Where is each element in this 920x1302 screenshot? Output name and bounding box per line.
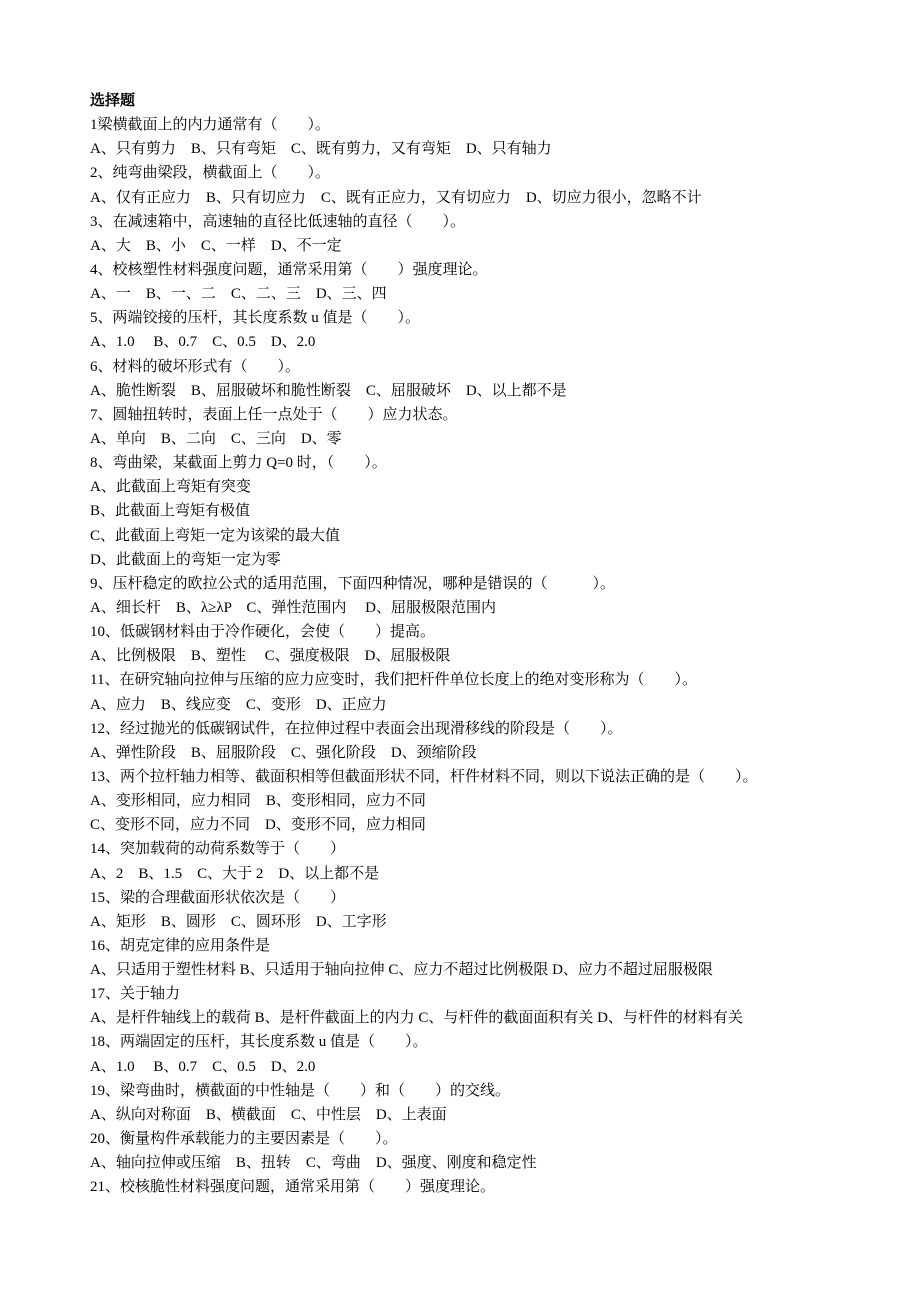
answer-options-line: A、此截面上弯矩有突变: [90, 479, 251, 496]
answer-options-line: A、纵向对称面 B、横截面 C、中性层 D、上表面: [90, 1106, 447, 1123]
question-list: [90, 113, 890, 1199]
answer-options-line: A、是杆件轴线上的载荷 B、是杆件截面上的内力 C、与杆件的截面面积有关 D、与杆件的材料有关: [90, 1010, 743, 1027]
answer-options-line: D、此截面上的弯矩一定为零: [90, 551, 281, 568]
question-line: 16、胡克定律的应用条件是: [90, 937, 271, 954]
document-body: [90, 89, 890, 1199]
question-line: 10、低碳钢材料由于冷作硬化，会使（ ）提高。: [90, 624, 436, 641]
answer-options-line: A、仅有正应力 B、只有切应力 C、既有正应力，又有切应力 D、切应力很小，忽略不计: [90, 189, 702, 206]
question-line: 13、两个拉杆轴力相等、截面积相等但截面形状不同，杆件材料不同，则以下说法正确的是（ ）。: [90, 768, 758, 785]
question-line: 5、两端铰接的压杆，其长度系数 u 值是（ ）。: [90, 310, 421, 327]
question-line: 14、突加载荷的动荷系数等于（ ）: [90, 841, 346, 858]
answer-options-line: A、只有剪力 B、只有弯矩 C、既有剪力，又有弯矩 D、只有轴力: [90, 141, 552, 158]
answer-options-line: A、弹性阶段 B、屈服阶段 C、强化阶段 D、颈缩阶段: [90, 744, 477, 761]
question-line: 3、在减速箱中，高速轴的直径比低速轴的直径（ ）。: [90, 213, 466, 230]
answer-options-line: A、比例极限 B、塑性 C、强度极限 D、屈服极限: [90, 648, 451, 665]
question-line: 1梁横截面上的内力通常有（ ）。: [90, 117, 331, 134]
answer-options-line: A、1.0 B、0.7 C、0.5 D、2.0: [90, 334, 316, 351]
question-line: 4、校核塑性材料强度问题，通常采用第（ ）强度理论。: [90, 261, 488, 278]
answer-options-line: B、此截面上弯矩有极值: [90, 503, 251, 520]
question-line: 18、两端固定的压杆，其长度系数 u 值是（ ）。: [90, 1034, 428, 1051]
answer-options-line: A、一 B、一、二 C、二、三 D、三、四: [90, 286, 387, 303]
answer-options-line: A、细长杆 B、λ≥λP C、弹性范围内 D、屈服极限范围内: [90, 599, 496, 616]
answer-options-line: A、矩形 B、圆形 C、圆环形 D、工字形: [90, 913, 387, 930]
answer-options-line: C、变形不同，应力不同 D、变形不同，应力相同: [90, 817, 426, 834]
answer-options-line: A、应力 B、线应变 C、变形 D、正应力: [90, 696, 387, 713]
answer-options-line: A、变形相同，应力相同 B、变形相同，应力不同: [90, 793, 426, 810]
answer-options-line: A、1.0 B、0.7 C、0.5 D、2.0: [90, 1058, 316, 1075]
answer-options-line: A、脆性断裂 B、屈服破坏和脆性断裂 C、屈服破坏 D、以上都不是: [90, 382, 567, 399]
question-line: 9、压杆稳定的欧拉公式的适用范围，下面四种情况，哪种是错误的（ ）。: [90, 575, 616, 592]
answer-options-line: A、只适用于塑性材料 B、只适用于轴向拉伸 C、应力不超过比例极限 D、应力不超过屈服极限: [90, 962, 713, 979]
question-line: 6、材料的破坏形式有（ ）。: [90, 358, 301, 375]
answer-options-line: A、单向 B、二向 C、三向 D、零: [90, 430, 342, 447]
question-line: 20、衡量构件承载能力的主要因素是（ ）。: [90, 1131, 398, 1148]
question-line: 12、经过抛光的低碳钢试件，在拉伸过程中表面会出现滑移线的阶段是（ ）。: [90, 720, 623, 737]
answer-options-line: A、2 B、1.5 C、大于 2 D、以上都不是: [90, 865, 380, 882]
question-line: 7、圆轴扭转时，表面上任一点处于（ ）应力状态。: [90, 406, 458, 423]
question-line: 2、纯弯曲梁段，横截面上（ ）。: [90, 165, 331, 182]
question-line: 17、关于轴力: [90, 986, 181, 1003]
question-line: 21、校核脆性材料强度问题，通常采用第（ ）强度理论。: [90, 1179, 496, 1196]
answer-options-line: A、大 B、小 C、一样 D、不一定: [90, 237, 342, 254]
section-title: 选择题: [90, 93, 136, 109]
question-line: 8、弯曲梁，某截面上剪力 Q=0 时，（ ）。: [90, 455, 387, 472]
question-line: 11、在研究轴向拉伸与压缩的应力应变时，我们把杆件单位长度上的绝对变形称为（ ）。: [90, 672, 697, 689]
question-line: 15、梁的合理截面形状依次是（ ）: [90, 889, 346, 906]
question-line: 19、梁弯曲时，横截面的中性轴是（ ）和（ ）的交线。: [90, 1082, 511, 1099]
answer-options-line: A、轴向拉伸或压缩 B、扭转 C、弯曲 D、强度、刚度和稳定性: [90, 1155, 537, 1172]
answer-options-line: C、此截面上弯矩一定为该梁的最大值: [90, 527, 341, 544]
